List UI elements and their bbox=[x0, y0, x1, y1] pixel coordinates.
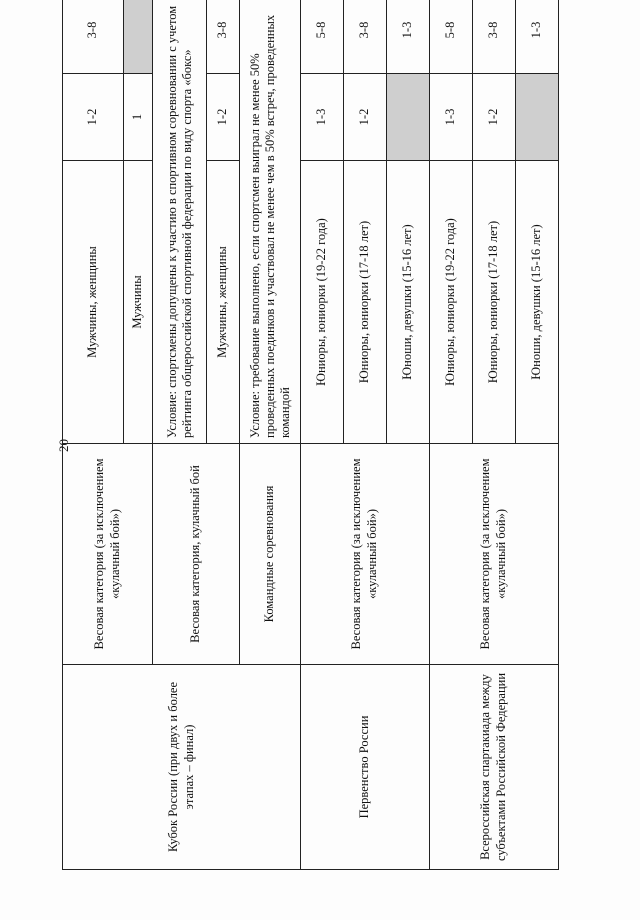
weight-cell: Весовая категория, кулачный бой bbox=[153, 444, 240, 665]
competition-cell-spartakiada: Всероссийская спартакиада между субъектами Российской Федерации bbox=[430, 665, 559, 870]
condition-cell: Условие: спортсмены допущены к участию в спортивном соревновании с учетом рейтинга общероссийской спортивной федерации по виду спорта «бокс» bbox=[153, 0, 207, 444]
place-cell: 5-8 bbox=[430, 0, 473, 74]
group-cell: Мужчины, женщины bbox=[63, 161, 124, 444]
place-cell: 3-8 bbox=[344, 0, 387, 74]
place-cell: 1-3 bbox=[301, 74, 344, 161]
place-cell: 5-8 bbox=[301, 0, 344, 74]
weight-cell: Весовая категория (за исключением «кулачный бой») bbox=[301, 444, 430, 665]
competition-cell-pervenstvo: Первенство России bbox=[301, 665, 430, 870]
group-cell: Юниоры, юниорки (19-22 года) bbox=[301, 161, 344, 444]
place-cell: 1-2 bbox=[344, 74, 387, 161]
place-cell: 1-3 bbox=[430, 74, 473, 161]
sport-category-table bbox=[62, 0, 559, 870]
place-cell: 3-8 bbox=[63, 0, 124, 74]
group-cell: Мужчины, женщины bbox=[207, 161, 240, 444]
rotated-table-sheet bbox=[62, 5, 558, 870]
shaded-empty-cell bbox=[516, 74, 559, 161]
table-row bbox=[301, 0, 344, 870]
place-cell: 1-2 bbox=[473, 74, 516, 161]
table-row bbox=[63, 0, 124, 870]
competition-cell-kubok: Кубок России (при двух и более этапах – финал) bbox=[63, 665, 301, 870]
place-cell: 1-2 bbox=[63, 74, 124, 161]
table-row bbox=[430, 0, 473, 870]
condition-cell: Условие: требование выполнено, если спортсмен выиграл не менее 50% проведенных поединков и участвовал не менее чем в 50% встреч, проведенных командой bbox=[240, 0, 301, 444]
group-cell: Юниоры, юниорки (17-18 лет) bbox=[344, 161, 387, 444]
page-number: 20 bbox=[56, 439, 71, 452]
group-cell: Юноши, девушки (15-16 лет) bbox=[387, 161, 430, 444]
team-cell: Командные соревнования bbox=[240, 444, 301, 665]
group-cell: Юниоры, юниорки (17-18 лет) bbox=[473, 161, 516, 444]
group-cell: Юноши, девушки (15-16 лет) bbox=[516, 161, 559, 444]
place-cell: 3-8 bbox=[207, 0, 240, 74]
place-cell: 3-8 bbox=[473, 0, 516, 74]
place-cell: 1-2 bbox=[207, 74, 240, 161]
group-cell: Юниоры, юниорки (19-22 года) bbox=[430, 161, 473, 444]
shaded-empty-cell bbox=[387, 74, 430, 161]
shaded-empty-cell bbox=[124, 0, 153, 74]
group-cell: Мужчины bbox=[124, 161, 153, 444]
place-cell: 1-3 bbox=[387, 0, 430, 74]
weight-cell: Весовая категория (за исключением «кулачный бой») bbox=[63, 444, 153, 665]
weight-cell: Весовая категория (за исключением «кулачный бой») bbox=[430, 444, 559, 665]
place-cell: 1-3 bbox=[516, 0, 559, 74]
place-cell: 1 bbox=[124, 74, 153, 161]
